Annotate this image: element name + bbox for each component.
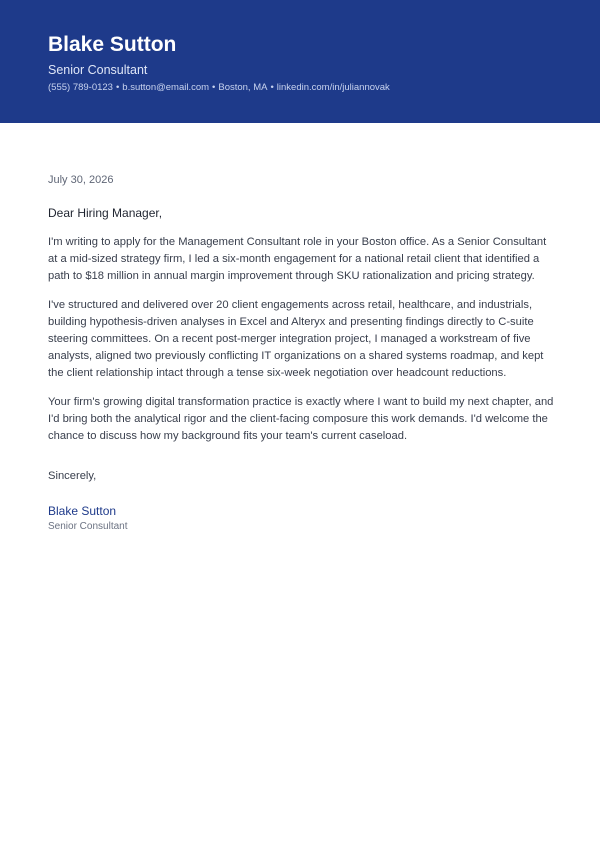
body-paragraph-3: Your firm's growing digital transformation practice is exactly where I want to build my next chapter, and I'd bring both the analytical rigor and the client-facing composure this work demands. I'd welcome the chance to discuss how my background fits your team's current caseload. — [48, 395, 554, 443]
body-paragraph-2: I've structured and delivered over 20 client engagements across retail, healthcare, and industrials, building hypothesis-driven analyses in Excel and Alteryx and presenting findings directly to C-suite steering committees. On a recent post-merger integration project, I managed a workstream of five analysts, aligned two previously conflicting IT organizations on a shared systems roadmap, and kept the client relationship intact through a tense six-week negotiation over headcount reductions. — [48, 298, 544, 380]
contact-separator: • — [115, 82, 120, 93]
phone-number: (555) 789-0123 — [48, 82, 113, 93]
location: Boston, MA — [218, 82, 268, 93]
signature-title: Senior Consultant — [48, 521, 128, 533]
email-address: b.sutton@email.com — [122, 82, 210, 93]
applicant-title: Senior Consultant — [48, 63, 148, 77]
letter-date: July 30, 2026 — [48, 174, 114, 186]
contact-line — [48, 81, 552, 95]
contact-separator: • — [212, 82, 216, 93]
applicant-name: Blake Sutton — [48, 33, 177, 56]
linkedin-url: linkedin.com/in/juliannovak — [276, 82, 390, 93]
body-paragraph-1: I'm writing to apply for the Management Consultant role in your Boston office. As a Senior Consultant at a mid-sized strategy firm, I led a six-month engagement for a national retail client that identified a path to $18 million in annual margin improvement through SKU rationalization and pricing strategy. — [48, 236, 547, 283]
closing: Sincerely, — [48, 470, 97, 483]
signature-name: Blake Sutton — [48, 504, 117, 519]
salutation: Dear Hiring Manager, — [48, 206, 163, 220]
letterhead — [0, 0, 600, 123]
contact-separator: • — [270, 82, 274, 93]
letter-body — [0, 173, 600, 533]
